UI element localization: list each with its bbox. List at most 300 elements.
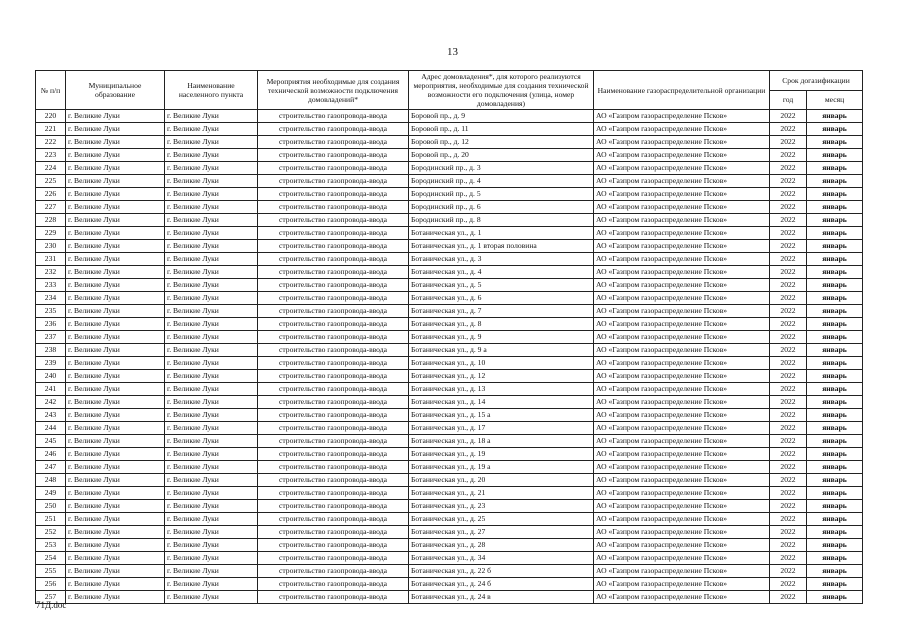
municipality-cell: г. Великие Луки xyxy=(66,448,165,461)
row-number: 248 xyxy=(36,474,66,487)
table-row xyxy=(36,383,863,396)
activity-cell: строительство газопровода-ввода xyxy=(258,565,409,578)
organization-cell: АО «Газпром газораспределение Псков» xyxy=(594,292,770,305)
address-cell: Ботаническая ул., д. 19 а xyxy=(409,461,594,474)
organization-cell: АО «Газпром газораспределение Псков» xyxy=(594,318,770,331)
header-address: Адрес домовладения*, для которого реализуются мероприятия, необходимые для создания технической возможности его подключения (улица, номер домовладения) xyxy=(409,71,594,110)
row-number: 252 xyxy=(36,526,66,539)
address-cell: Ботаническая ул., д. 28 xyxy=(409,539,594,552)
year-cell: 2022 xyxy=(770,500,807,513)
month-cell: январь xyxy=(807,396,863,409)
activity-cell: строительство газопровода-ввода xyxy=(258,227,409,240)
organization-cell: АО «Газпром газораспределение Псков» xyxy=(594,344,770,357)
settlement-cell: г. Великие Луки xyxy=(165,357,258,370)
municipality-cell: г. Великие Луки xyxy=(66,110,165,123)
table-row xyxy=(36,422,863,435)
table-row xyxy=(36,461,863,474)
year-cell: 2022 xyxy=(770,448,807,461)
year-cell: 2022 xyxy=(770,357,807,370)
row-number: 244 xyxy=(36,422,66,435)
activity-cell: строительство газопровода-ввода xyxy=(258,578,409,591)
organization-cell: АО «Газпром газораспределение Псков» xyxy=(594,539,770,552)
activity-cell: строительство газопровода-ввода xyxy=(258,461,409,474)
year-cell: 2022 xyxy=(770,461,807,474)
settlement-cell: г. Великие Луки xyxy=(165,474,258,487)
row-number: 235 xyxy=(36,305,66,318)
settlement-cell: г. Великие Луки xyxy=(165,552,258,565)
year-cell: 2022 xyxy=(770,487,807,500)
row-number: 242 xyxy=(36,396,66,409)
settlement-cell: г. Великие Луки xyxy=(165,318,258,331)
row-number: 237 xyxy=(36,331,66,344)
address-cell: Бородинский пр., д. 4 xyxy=(409,175,594,188)
table-row xyxy=(36,591,863,604)
month-cell: январь xyxy=(807,565,863,578)
activity-cell: строительство газопровода-ввода xyxy=(258,240,409,253)
organization-cell: АО «Газпром газораспределение Псков» xyxy=(594,552,770,565)
organization-cell: АО «Газпром газораспределение Псков» xyxy=(594,526,770,539)
address-cell: Бородинский пр., д. 8 xyxy=(409,214,594,227)
row-number: 239 xyxy=(36,357,66,370)
year-cell: 2022 xyxy=(770,422,807,435)
settlement-cell: г. Великие Луки xyxy=(165,253,258,266)
organization-cell: АО «Газпром газораспределение Псков» xyxy=(594,162,770,175)
address-cell: Ботаническая ул., д. 22 б xyxy=(409,565,594,578)
row-number: 234 xyxy=(36,292,66,305)
month-cell: январь xyxy=(807,136,863,149)
year-cell: 2022 xyxy=(770,227,807,240)
row-number: 226 xyxy=(36,188,66,201)
address-cell: Ботаническая ул., д. 19 xyxy=(409,448,594,461)
activity-cell: строительство газопровода-ввода xyxy=(258,357,409,370)
address-cell: Ботаническая ул., д. 21 xyxy=(409,487,594,500)
settlement-cell: г. Великие Луки xyxy=(165,240,258,253)
activity-cell: строительство газопровода-ввода xyxy=(258,435,409,448)
activity-cell: строительство газопровода-ввода xyxy=(258,149,409,162)
settlement-cell: г. Великие Луки xyxy=(165,123,258,136)
organization-cell: АО «Газпром газораспределение Псков» xyxy=(594,240,770,253)
municipality-cell: г. Великие Луки xyxy=(66,539,165,552)
table-row xyxy=(36,500,863,513)
year-cell: 2022 xyxy=(770,552,807,565)
month-cell: январь xyxy=(807,539,863,552)
municipality-cell: г. Великие Луки xyxy=(66,188,165,201)
address-cell: Боровой пр., д. 9 xyxy=(409,110,594,123)
municipality-cell: г. Великие Луки xyxy=(66,318,165,331)
month-cell: январь xyxy=(807,370,863,383)
year-cell: 2022 xyxy=(770,266,807,279)
row-number: 245 xyxy=(36,435,66,448)
address-cell: Ботаническая ул., д. 13 xyxy=(409,383,594,396)
row-number: 233 xyxy=(36,279,66,292)
month-cell: январь xyxy=(807,448,863,461)
address-cell: Бородинский пр., д. 6 xyxy=(409,201,594,214)
organization-cell: АО «Газпром газораспределение Псков» xyxy=(594,110,770,123)
organization-cell: АО «Газпром газораспределение Псков» xyxy=(594,565,770,578)
organization-cell: АО «Газпром газораспределение Псков» xyxy=(594,279,770,292)
table-row xyxy=(36,526,863,539)
organization-cell: АО «Газпром газораспределение Псков» xyxy=(594,175,770,188)
address-cell: Ботаническая ул., д. 10 xyxy=(409,357,594,370)
activity-cell: строительство газопровода-ввода xyxy=(258,292,409,305)
month-cell: январь xyxy=(807,487,863,500)
table-row xyxy=(36,344,863,357)
month-cell: январь xyxy=(807,578,863,591)
month-cell: январь xyxy=(807,422,863,435)
year-cell: 2022 xyxy=(770,279,807,292)
month-cell: январь xyxy=(807,383,863,396)
row-number: 257 xyxy=(36,591,66,604)
activity-cell: строительство газопровода-ввода xyxy=(258,344,409,357)
settlement-cell: г. Великие Луки xyxy=(165,526,258,539)
activity-cell: строительство газопровода-ввода xyxy=(258,526,409,539)
row-number: 238 xyxy=(36,344,66,357)
row-number: 243 xyxy=(36,409,66,422)
settlement-cell: г. Великие Луки xyxy=(165,136,258,149)
municipality-cell: г. Великие Луки xyxy=(66,422,165,435)
settlement-cell: г. Великие Луки xyxy=(165,578,258,591)
address-cell: Ботаническая ул., д. 8 xyxy=(409,318,594,331)
organization-cell: АО «Газпром газораспределение Псков» xyxy=(594,227,770,240)
activity-cell: строительство газопровода-ввода xyxy=(258,396,409,409)
activity-cell: строительство газопровода-ввода xyxy=(258,305,409,318)
table-row xyxy=(36,578,863,591)
month-cell: январь xyxy=(807,552,863,565)
year-cell: 2022 xyxy=(770,396,807,409)
organization-cell: АО «Газпром газораспределение Псков» xyxy=(594,474,770,487)
address-cell: Ботаническая ул., д. 12 xyxy=(409,370,594,383)
gasification-table xyxy=(35,70,863,604)
month-cell: январь xyxy=(807,292,863,305)
month-cell: январь xyxy=(807,149,863,162)
year-cell: 2022 xyxy=(770,331,807,344)
row-number: 225 xyxy=(36,175,66,188)
address-cell: Ботаническая ул., д. 24 б xyxy=(409,578,594,591)
activity-cell: строительство газопровода-ввода xyxy=(258,279,409,292)
settlement-cell: г. Великие Луки xyxy=(165,110,258,123)
settlement-cell: г. Великие Луки xyxy=(165,370,258,383)
header-settlement: Наименование населенного пункта xyxy=(165,71,258,110)
table-header xyxy=(36,71,863,110)
table-row xyxy=(36,279,863,292)
table-row xyxy=(36,552,863,565)
settlement-cell: г. Великие Луки xyxy=(165,331,258,344)
activity-cell: строительство газопровода-ввода xyxy=(258,370,409,383)
address-cell: Ботаническая ул., д. 1 xyxy=(409,227,594,240)
row-number: 253 xyxy=(36,539,66,552)
address-cell: Ботаническая ул., д. 17 xyxy=(409,422,594,435)
year-cell: 2022 xyxy=(770,188,807,201)
header-municipality: Муниципальное образование xyxy=(66,71,165,110)
row-number: 256 xyxy=(36,578,66,591)
organization-cell: АО «Газпром газораспределение Псков» xyxy=(594,149,770,162)
table-row xyxy=(36,396,863,409)
address-cell: Ботаническая ул., д. 6 xyxy=(409,292,594,305)
activity-cell: строительство газопровода-ввода xyxy=(258,123,409,136)
activity-cell: строительство газопровода-ввода xyxy=(258,591,409,604)
address-cell: Ботаническая ул., д. 23 xyxy=(409,500,594,513)
municipality-cell: г. Великие Луки xyxy=(66,253,165,266)
row-number: 247 xyxy=(36,461,66,474)
table-row xyxy=(36,513,863,526)
activity-cell: строительство газопровода-ввода xyxy=(258,266,409,279)
month-cell: январь xyxy=(807,123,863,136)
address-cell: Бородинский пр., д. 3 xyxy=(409,162,594,175)
address-cell: Ботаническая ул., д. 3 xyxy=(409,253,594,266)
settlement-cell: г. Великие Луки xyxy=(165,188,258,201)
table-row xyxy=(36,240,863,253)
municipality-cell: г. Великие Луки xyxy=(66,565,165,578)
address-cell: Ботаническая ул., д. 15 а xyxy=(409,409,594,422)
settlement-cell: г. Великие Луки xyxy=(165,305,258,318)
table-row xyxy=(36,227,863,240)
settlement-cell: г. Великие Луки xyxy=(165,396,258,409)
header-activity: Мероприятия необходимые для создания технической возможности подключения домовладений* xyxy=(258,71,409,110)
municipality-cell: г. Великие Луки xyxy=(66,305,165,318)
address-cell: Бородинский пр., д. 5 xyxy=(409,188,594,201)
settlement-cell: г. Великие Луки xyxy=(165,344,258,357)
settlement-cell: г. Великие Луки xyxy=(165,214,258,227)
month-cell: январь xyxy=(807,435,863,448)
municipality-cell: г. Великие Луки xyxy=(66,162,165,175)
organization-cell: АО «Газпром газораспределение Псков» xyxy=(594,370,770,383)
settlement-cell: г. Великие Луки xyxy=(165,227,258,240)
organization-cell: АО «Газпром газораспределение Псков» xyxy=(594,422,770,435)
year-cell: 2022 xyxy=(770,474,807,487)
row-number: 220 xyxy=(36,110,66,123)
municipality-cell: г. Великие Луки xyxy=(66,344,165,357)
municipality-cell: г. Великие Луки xyxy=(66,513,165,526)
settlement-cell: г. Великие Луки xyxy=(165,383,258,396)
municipality-cell: г. Великие Луки xyxy=(66,526,165,539)
year-cell: 2022 xyxy=(770,214,807,227)
address-cell: Боровой пр., д. 12 xyxy=(409,136,594,149)
municipality-cell: г. Великие Луки xyxy=(66,409,165,422)
activity-cell: строительство газопровода-ввода xyxy=(258,448,409,461)
month-cell: январь xyxy=(807,344,863,357)
organization-cell: АО «Газпром газораспределение Псков» xyxy=(594,396,770,409)
year-cell: 2022 xyxy=(770,409,807,422)
month-cell: январь xyxy=(807,214,863,227)
activity-cell: строительство газопровода-ввода xyxy=(258,162,409,175)
table-row xyxy=(36,162,863,175)
municipality-cell: г. Великие Луки xyxy=(66,149,165,162)
month-cell: январь xyxy=(807,474,863,487)
year-cell: 2022 xyxy=(770,201,807,214)
organization-cell: АО «Газпром газораспределение Псков» xyxy=(594,357,770,370)
organization-cell: АО «Газпром газораспределение Псков» xyxy=(594,123,770,136)
organization-cell: АО «Газпром газораспределение Псков» xyxy=(594,383,770,396)
settlement-cell: г. Великие Луки xyxy=(165,539,258,552)
organization-cell: АО «Газпром газораспределение Псков» xyxy=(594,578,770,591)
address-cell: Ботаническая ул., д. 5 xyxy=(409,279,594,292)
month-cell: январь xyxy=(807,279,863,292)
month-cell: январь xyxy=(807,240,863,253)
header-deadline: Срок догазификации xyxy=(770,71,863,91)
address-cell: Ботаническая ул., д. 20 xyxy=(409,474,594,487)
table-row xyxy=(36,305,863,318)
row-number: 246 xyxy=(36,448,66,461)
settlement-cell: г. Великие Луки xyxy=(165,422,258,435)
organization-cell: АО «Газпром газораспределение Псков» xyxy=(594,500,770,513)
municipality-cell: г. Великие Луки xyxy=(66,357,165,370)
year-cell: 2022 xyxy=(770,162,807,175)
organization-cell: АО «Газпром газораспределение Псков» xyxy=(594,266,770,279)
municipality-cell: г. Великие Луки xyxy=(66,175,165,188)
year-cell: 2022 xyxy=(770,370,807,383)
month-cell: январь xyxy=(807,201,863,214)
table-row xyxy=(36,331,863,344)
address-cell: Ботаническая ул., д. 7 xyxy=(409,305,594,318)
settlement-cell: г. Великие Луки xyxy=(165,292,258,305)
settlement-cell: г. Великие Луки xyxy=(165,513,258,526)
municipality-cell: г. Великие Луки xyxy=(66,292,165,305)
year-cell: 2022 xyxy=(770,149,807,162)
month-cell: январь xyxy=(807,331,863,344)
activity-cell: строительство газопровода-ввода xyxy=(258,539,409,552)
activity-cell: строительство газопровода-ввода xyxy=(258,383,409,396)
year-cell: 2022 xyxy=(770,435,807,448)
activity-cell: строительство газопровода-ввода xyxy=(258,422,409,435)
settlement-cell: г. Великие Луки xyxy=(165,201,258,214)
activity-cell: строительство газопровода-ввода xyxy=(258,214,409,227)
settlement-cell: г. Великие Луки xyxy=(165,266,258,279)
table-row xyxy=(36,474,863,487)
row-number: 230 xyxy=(36,240,66,253)
municipality-cell: г. Великие Луки xyxy=(66,227,165,240)
address-cell: Боровой пр., д. 11 xyxy=(409,123,594,136)
month-cell: январь xyxy=(807,110,863,123)
municipality-cell: г. Великие Луки xyxy=(66,435,165,448)
activity-cell: строительство газопровода-ввода xyxy=(258,500,409,513)
settlement-cell: г. Великие Луки xyxy=(165,565,258,578)
municipality-cell: г. Великие Луки xyxy=(66,123,165,136)
settlement-cell: г. Великие Луки xyxy=(165,409,258,422)
row-number: 222 xyxy=(36,136,66,149)
year-cell: 2022 xyxy=(770,292,807,305)
municipality-cell: г. Великие Луки xyxy=(66,201,165,214)
header-month: месяц xyxy=(807,90,863,110)
activity-cell: строительство газопровода-ввода xyxy=(258,110,409,123)
month-cell: январь xyxy=(807,175,863,188)
activity-cell: строительство газопровода-ввода xyxy=(258,331,409,344)
address-cell: Ботаническая ул., д. 4 xyxy=(409,266,594,279)
activity-cell: строительство газопровода-ввода xyxy=(258,513,409,526)
page-number: 13 xyxy=(447,46,458,58)
settlement-cell: г. Великие Луки xyxy=(165,461,258,474)
settlement-cell: г. Великие Луки xyxy=(165,591,258,604)
settlement-cell: г. Великие Луки xyxy=(165,279,258,292)
year-cell: 2022 xyxy=(770,305,807,318)
municipality-cell: г. Великие Луки xyxy=(66,136,165,149)
table-body xyxy=(36,110,863,604)
year-cell: 2022 xyxy=(770,175,807,188)
municipality-cell: г. Великие Луки xyxy=(66,552,165,565)
row-number: 240 xyxy=(36,370,66,383)
row-number: 229 xyxy=(36,227,66,240)
month-cell: январь xyxy=(807,513,863,526)
table-row xyxy=(36,409,863,422)
month-cell: январь xyxy=(807,162,863,175)
table-row xyxy=(36,318,863,331)
row-number: 232 xyxy=(36,266,66,279)
table-row xyxy=(36,214,863,227)
municipality-cell: г. Великие Луки xyxy=(66,370,165,383)
address-cell: Ботаническая ул., д. 25 xyxy=(409,513,594,526)
row-number: 251 xyxy=(36,513,66,526)
table-row xyxy=(36,292,863,305)
table-row xyxy=(36,266,863,279)
address-cell: Ботаническая ул., д. 1 вторая половина xyxy=(409,240,594,253)
row-number: 249 xyxy=(36,487,66,500)
address-cell: Ботаническая ул., д. 9 а xyxy=(409,344,594,357)
table-row xyxy=(36,123,863,136)
table-row xyxy=(36,565,863,578)
activity-cell: строительство газопровода-ввода xyxy=(258,175,409,188)
address-cell: Боровой пр., д. 20 xyxy=(409,149,594,162)
month-cell: январь xyxy=(807,253,863,266)
address-cell: Ботаническая ул., д. 9 xyxy=(409,331,594,344)
organization-cell: АО «Газпром газораспределение Псков» xyxy=(594,448,770,461)
table-row xyxy=(36,110,863,123)
year-cell: 2022 xyxy=(770,253,807,266)
month-cell: январь xyxy=(807,227,863,240)
year-cell: 2022 xyxy=(770,318,807,331)
year-cell: 2022 xyxy=(770,123,807,136)
address-cell: Ботаническая ул., д. 24 в xyxy=(409,591,594,604)
organization-cell: АО «Газпром газораспределение Псков» xyxy=(594,136,770,149)
settlement-cell: г. Великие Луки xyxy=(165,448,258,461)
table-row xyxy=(36,175,863,188)
month-cell: январь xyxy=(807,357,863,370)
activity-cell: строительство газопровода-ввода xyxy=(258,552,409,565)
settlement-cell: г. Великие Луки xyxy=(165,162,258,175)
table-row xyxy=(36,357,863,370)
month-cell: январь xyxy=(807,409,863,422)
address-cell: Ботаническая ул., д. 14 xyxy=(409,396,594,409)
row-number: 236 xyxy=(36,318,66,331)
settlement-cell: г. Великие Луки xyxy=(165,175,258,188)
organization-cell: АО «Газпром газораспределение Псков» xyxy=(594,305,770,318)
address-cell: Ботаническая ул., д. 18 а xyxy=(409,435,594,448)
organization-cell: АО «Газпром газораспределение Псков» xyxy=(594,253,770,266)
header-organization: Наименование газораспределительной организации xyxy=(594,71,770,110)
year-cell: 2022 xyxy=(770,110,807,123)
table-row xyxy=(36,188,863,201)
row-number: 254 xyxy=(36,552,66,565)
organization-cell: АО «Газпром газораспределение Псков» xyxy=(594,591,770,604)
month-cell: январь xyxy=(807,266,863,279)
municipality-cell: г. Великие Луки xyxy=(66,591,165,604)
row-number: 228 xyxy=(36,214,66,227)
header-num: № п/п xyxy=(36,71,66,110)
organization-cell: АО «Газпром газораспределение Псков» xyxy=(594,331,770,344)
address-cell: Ботаническая ул., д. 27 xyxy=(409,526,594,539)
year-cell: 2022 xyxy=(770,591,807,604)
organization-cell: АО «Газпром газораспределение Псков» xyxy=(594,461,770,474)
table-row xyxy=(36,201,863,214)
table-row xyxy=(36,136,863,149)
month-cell: январь xyxy=(807,591,863,604)
municipality-cell: г. Великие Луки xyxy=(66,396,165,409)
municipality-cell: г. Великие Луки xyxy=(66,500,165,513)
row-number: 227 xyxy=(36,201,66,214)
year-cell: 2022 xyxy=(770,526,807,539)
municipality-cell: г. Великие Луки xyxy=(66,279,165,292)
activity-cell: строительство газопровода-ввода xyxy=(258,474,409,487)
table-row xyxy=(36,448,863,461)
month-cell: январь xyxy=(807,188,863,201)
